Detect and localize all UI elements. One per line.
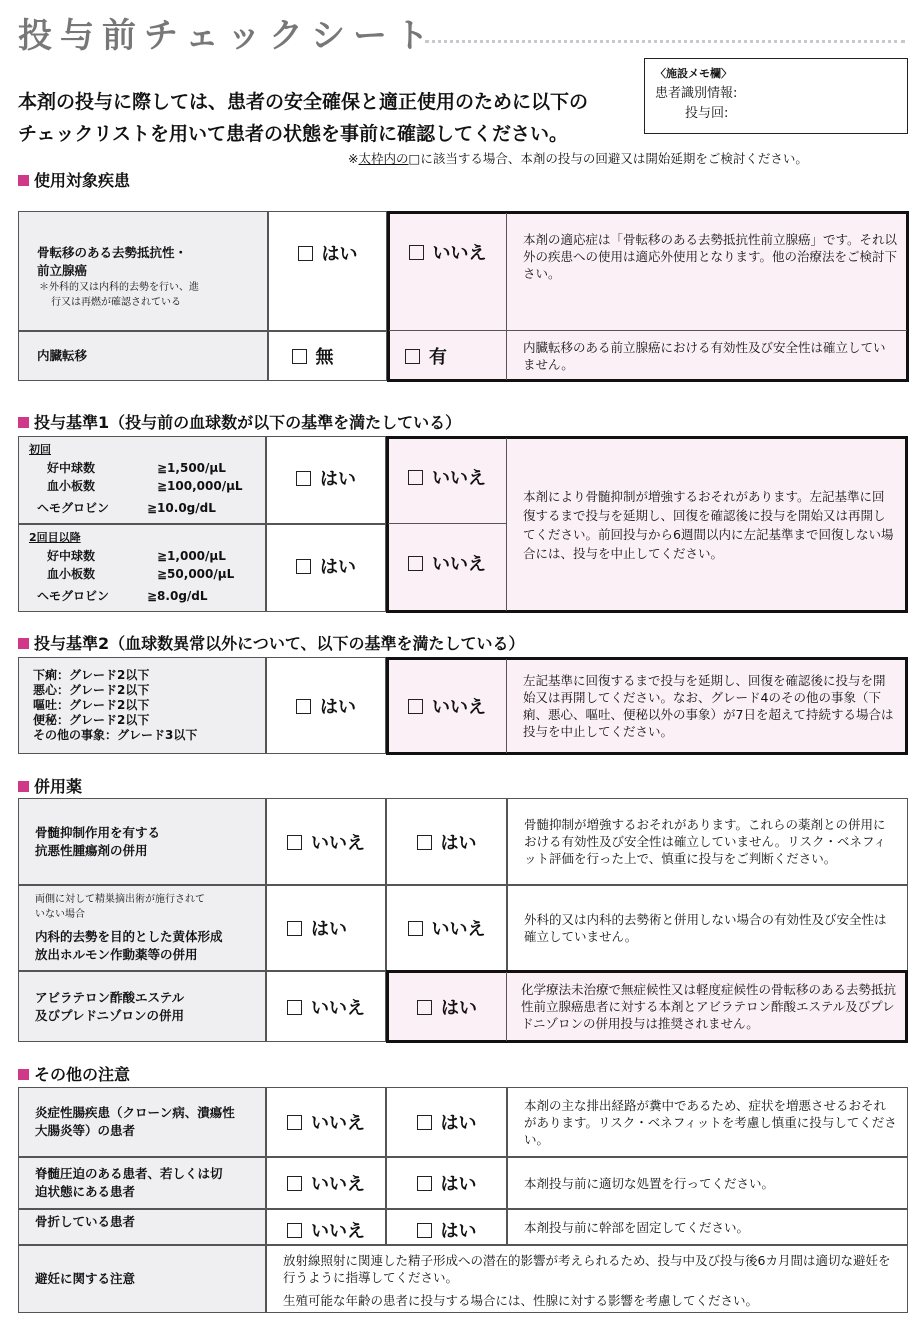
checkbox-icon[interactable]: [298, 246, 313, 261]
section-heading-disease: [18, 168, 130, 191]
section-title: 投与基準2（血球数異常以外について、以下の基準を満たしている）: [34, 634, 525, 653]
option-label: はい: [440, 832, 477, 854]
criteria2-item: 便秘：グレード2以下: [33, 713, 150, 727]
option-label: いいえ: [432, 554, 486, 575]
option-label: いいえ: [311, 997, 365, 1019]
criteria1-later-no-cell[interactable]: [388, 524, 507, 611]
checkbox-icon[interactable]: [417, 1000, 432, 1015]
label-line: 内科的去勢を目的とした黄体形成: [35, 929, 223, 944]
criteria1-first-cell: [18, 436, 266, 524]
section-heading-other: [18, 1062, 130, 1085]
checkbox-icon[interactable]: [287, 1223, 302, 1238]
option-label: はい: [320, 696, 356, 718]
criteria2-label-cell: [18, 657, 266, 754]
label-line: 抗悪性腫瘍剤の併用: [35, 842, 148, 858]
other-r1-no-cell[interactable]: [266, 1087, 386, 1157]
other-r3-desc-cell: [507, 1209, 908, 1245]
criteria1-desc-cell: [507, 438, 906, 611]
concomitant-r1-label-cell: [18, 798, 266, 885]
criteria1-later-heading: 2回目以降: [29, 531, 81, 544]
criteria2-item: その他の事象：グレード3以下: [33, 728, 198, 742]
criteria-name: ヘモグロビン: [37, 589, 110, 603]
option-label: いいえ: [311, 1221, 365, 1242]
criteria1-later-yes-cell[interactable]: [266, 524, 386, 612]
other-r1-desc: 本剤の主な排出経路が糞中であるため、症状を増悪させるおそれがあります。リスク・ベネフィットを考慮し慎重に投与してください。: [524, 1097, 897, 1147]
section-marker-icon: [18, 1069, 29, 1080]
visceral-desc: 内臓転移のある前立腺癌における有効性及び安全性は確立していません。: [523, 339, 886, 372]
label-line: 放出ホルモン作動薬等の併用: [35, 947, 198, 962]
section-marker-icon: [18, 781, 29, 792]
concomitant-r3-label-cell: [18, 971, 266, 1042]
criteria2-no-cell[interactable]: [388, 659, 507, 753]
checkbox-icon[interactable]: [417, 1223, 432, 1238]
checkbox-icon[interactable]: [292, 349, 307, 364]
disease-label-line2: 前立腺癌: [37, 263, 88, 278]
checkbox-icon[interactable]: [287, 921, 302, 936]
checkbox-icon[interactable]: [408, 556, 423, 571]
option-label: はい: [440, 1221, 477, 1242]
option-label: はい: [320, 557, 356, 578]
concomitant-r1-desc: 骨髄抑制が増強するおそれがあります。これらの薬剤との併用における有効性及び安全性は確立していません。リスク・ベネフィット評価を行った上で、慎重に投与をご判断ください。: [524, 817, 887, 866]
label-line: 及びプレドニゾロンの併用: [35, 1007, 185, 1023]
option-label: いいえ: [311, 1113, 365, 1134]
disease-desc: 本剤の適応症は「骨転移のある去勢抵抗性前立腺癌」です。それ以外の疾患への使用は適応外使用となります。他の治療法をご検討下さい。: [523, 232, 898, 281]
criteria-name: 血小板数: [47, 479, 96, 493]
other-r4-desc2: 生殖可能な年齢の患者に投与する場合には、性腺に対する影響を考慮してください。: [283, 1293, 759, 1308]
other-r1-label-cell: [18, 1087, 266, 1157]
label-line: 骨髄抑制作用を有する: [35, 824, 161, 840]
other-r2-label-cell: [18, 1157, 266, 1209]
note-box-glyph: □: [408, 151, 421, 166]
checkbox-icon[interactable]: [417, 1176, 432, 1191]
criteria-value: ≧10.0g/dL: [147, 501, 216, 515]
criteria1-desc: 本剤により骨髄抑制が増強するおそれがあります。左記基準に回復するまで投与を延期し、回復を確認後に投与を開始又は再開してください。前回投与から6週間以内に左記基準まで回復しない場合には、投与を中止してください。: [523, 488, 894, 561]
visceral-none-cell[interactable]: [268, 331, 387, 381]
criteria1-first-heading: 初回: [29, 443, 51, 456]
concomitant-r2-desc-cell: [507, 885, 908, 971]
checkbox-icon[interactable]: [287, 1115, 302, 1130]
disease-yes-cell[interactable]: [268, 211, 387, 331]
criteria-name: ヘモグロビン: [37, 501, 110, 515]
note-underlined: 太枠内の: [358, 151, 409, 166]
option-label: いいえ: [311, 1174, 365, 1195]
option-label: いいえ: [432, 243, 487, 264]
option-label: いいえ: [432, 697, 486, 718]
criteria-name: 好中球数: [47, 461, 96, 475]
option-label: いいえ: [311, 832, 365, 854]
label-line: 大腸炎等）の患者: [35, 1123, 136, 1138]
checkbox-icon[interactable]: [296, 699, 311, 714]
option-label: 有: [429, 346, 447, 368]
intro-line-2: チェックリストを用いて患者の状態を事前に確認してください。: [18, 123, 569, 145]
concomitant-r1-no-cell[interactable]: [266, 798, 386, 885]
label-line: 骨折している患者: [35, 1214, 136, 1229]
checkbox-icon[interactable]: [408, 921, 423, 936]
checkbox-icon[interactable]: [287, 1000, 302, 1015]
concomitant-r2-desc: 外科的又は内科的去勢術と併用しない場合の有効性及び安全性は確立していません。: [524, 912, 887, 944]
criteria-value: ≧1,000/μL: [157, 549, 226, 563]
checkbox-icon[interactable]: [408, 470, 423, 485]
criteria2-item: 嘔吐：グレード2以下: [33, 698, 150, 712]
other-r4-desc1: 放射線照射に関連した精子形成への潜在的影響が考えられるため、投与中及び投与後6カ月間は適切な避妊を行うように指導してください。: [283, 1253, 891, 1285]
section-heading-concomitant: [18, 774, 82, 797]
note-text: [348, 149, 808, 167]
disease-label-cell: [18, 211, 268, 331]
concomitant-r3-yes-cell[interactable]: [388, 972, 507, 1041]
checkbox-icon[interactable]: [296, 559, 311, 574]
option-label: はい: [440, 1113, 477, 1134]
visceral-present-cell[interactable]: [389, 331, 507, 380]
criteria1-first-no-cell[interactable]: [388, 438, 507, 524]
criteria2-item: 悪心：グレード2以下: [33, 683, 150, 697]
other-r1-desc-cell: [507, 1087, 908, 1157]
other-r4-desc-cell: [266, 1245, 908, 1313]
visceral-label-cell: [18, 331, 268, 381]
other-r2-desc: 本剤投与前に適切な処置を行ってください。: [524, 1175, 775, 1191]
section-heading-criteria1: [18, 410, 461, 433]
section-heading-criteria2: [18, 631, 525, 654]
section-marker-icon: [18, 638, 29, 649]
checkbox-icon[interactable]: [417, 1115, 432, 1130]
criteria-value: ≧100,000/μL: [157, 479, 243, 493]
checkbox-icon[interactable]: [409, 245, 424, 260]
checkbox-icon[interactable]: [417, 835, 432, 850]
disease-desc-cell: [507, 213, 907, 331]
option-label: はい: [441, 997, 477, 1019]
other-r2-desc-cell: [507, 1157, 908, 1209]
concomitant-r2-label-cell: [18, 885, 266, 971]
other-r2-no-cell[interactable]: [266, 1157, 386, 1209]
criteria-name: 血小板数: [47, 567, 96, 581]
label-line: アビラテロン酢酸エステル: [35, 989, 185, 1005]
concomitant-r3-no-cell[interactable]: [266, 971, 386, 1042]
intro-line-1: 本剤の投与に際しては、患者の安全確保と適正使用のために以下の: [18, 91, 589, 113]
other-r3-no-cell[interactable]: [266, 1209, 386, 1245]
facility-memo-box: [644, 58, 908, 134]
label-line: 避妊に関する注意: [35, 1271, 136, 1286]
concomitant-r2-no-cell[interactable]: [386, 885, 507, 971]
criteria2-yes-cell[interactable]: [266, 657, 386, 754]
memo-patient-id: 患者識別情報:: [655, 86, 738, 101]
checkbox-icon[interactable]: [287, 835, 302, 850]
option-label: いいえ: [431, 919, 486, 940]
concomitant-r1-desc-cell: [507, 798, 908, 885]
section-marker-icon: [18, 175, 29, 186]
memo-title: 〈施設メモ欄〉: [655, 67, 732, 80]
concomitant-r3-desc-cell: [507, 972, 906, 1041]
label-line: 迫状態にある患者: [35, 1184, 136, 1199]
concomitant-r2-yes-cell[interactable]: [266, 885, 386, 971]
visceral-label: 内臓転移: [37, 348, 88, 363]
title-dotted-rule: [425, 40, 905, 43]
intro-text: [18, 86, 588, 150]
option-label: はい: [440, 1174, 477, 1195]
disease-no-cell[interactable]: [389, 213, 507, 331]
label-sub: 両側に対して精巣摘出術が施行されて: [35, 894, 205, 905]
visceral-desc-cell: [507, 331, 907, 380]
page-title: 投与前チェックシート: [18, 16, 437, 56]
criteria-value: ≧1,500/μL: [157, 461, 226, 475]
section-marker-icon: [18, 417, 29, 428]
disease-sub-line1: ＊外科的又は内科的去勢を行い、進: [39, 282, 199, 293]
criteria2-desc-cell: [507, 659, 906, 753]
criteria-value: ≧8.0g/dL: [147, 589, 208, 603]
option-label: はい: [321, 244, 358, 265]
label-line: 炎症性腸疾患（クローン病、潰瘍性: [35, 1105, 235, 1120]
other-r3-yes-cell[interactable]: [386, 1209, 507, 1245]
disease-label-line1: 骨転移のある去勢抵抗性・: [37, 245, 188, 260]
criteria-value: ≧50,000/μL: [157, 567, 235, 581]
criteria-name: 好中球数: [47, 549, 96, 563]
other-r4-label-cell: [18, 1245, 266, 1313]
memo-dose-count: 投与回:: [685, 106, 729, 121]
criteria1-later-cell: [18, 524, 266, 612]
section-title: 併用薬: [34, 777, 83, 796]
section-title: その他の注意: [34, 1065, 131, 1084]
note-prefix: ※: [348, 151, 359, 166]
checkbox-icon[interactable]: [296, 471, 311, 486]
other-r2-yes-cell[interactable]: [386, 1157, 507, 1209]
concomitant-r1-yes-cell[interactable]: [386, 798, 507, 885]
other-r1-yes-cell[interactable]: [386, 1087, 507, 1157]
option-label: はい: [320, 469, 356, 490]
checkbox-icon[interactable]: [405, 349, 420, 364]
section-title: 使用対象疾患: [34, 171, 131, 190]
disease-sub-line2: 行又は再燃が確認されている: [51, 297, 181, 308]
label-sub: いない場合: [35, 909, 85, 920]
other-r3-label-cell: [18, 1209, 266, 1245]
criteria2-desc: 左記基準に回復するまで投与を延期し、回復を確認後に投与を開始又は再開してください。なお、グレード4のその他の事象（下痢、悪心、嘔吐、便秘以外の事象）が7日を超えて持続する場合は投与を中止してください。: [523, 673, 894, 739]
other-r3-desc: 本剤投与前に幹部を固定してください。: [524, 1219, 750, 1235]
checkbox-icon[interactable]: [408, 699, 423, 714]
label-line: 脊髄圧迫のある患者、若しくは切: [35, 1166, 223, 1181]
note-rest: に該当する場合、本剤の投与の回避又は開始延期をご検討ください。: [420, 151, 808, 166]
checkbox-icon[interactable]: [287, 1176, 302, 1191]
concomitant-r3-desc: 化学療法未治療で無症候性又は軽度症候性の骨転移のある去勢抵抗性前立腺癌患者に対する本剤とアビラテロン酢酸エステル及びプレドニゾロンの併用投与は推奨されません。: [521, 982, 897, 1031]
option-label: いいえ: [432, 468, 486, 489]
option-label: 無: [315, 347, 334, 368]
criteria2-item: 下痢：グレード2以下: [33, 668, 150, 682]
section-title: 投与基準1（投与前の血球数が以下の基準を満たしている）: [34, 413, 462, 432]
option-label: はい: [311, 919, 347, 940]
criteria1-first-yes-cell[interactable]: [266, 436, 386, 524]
